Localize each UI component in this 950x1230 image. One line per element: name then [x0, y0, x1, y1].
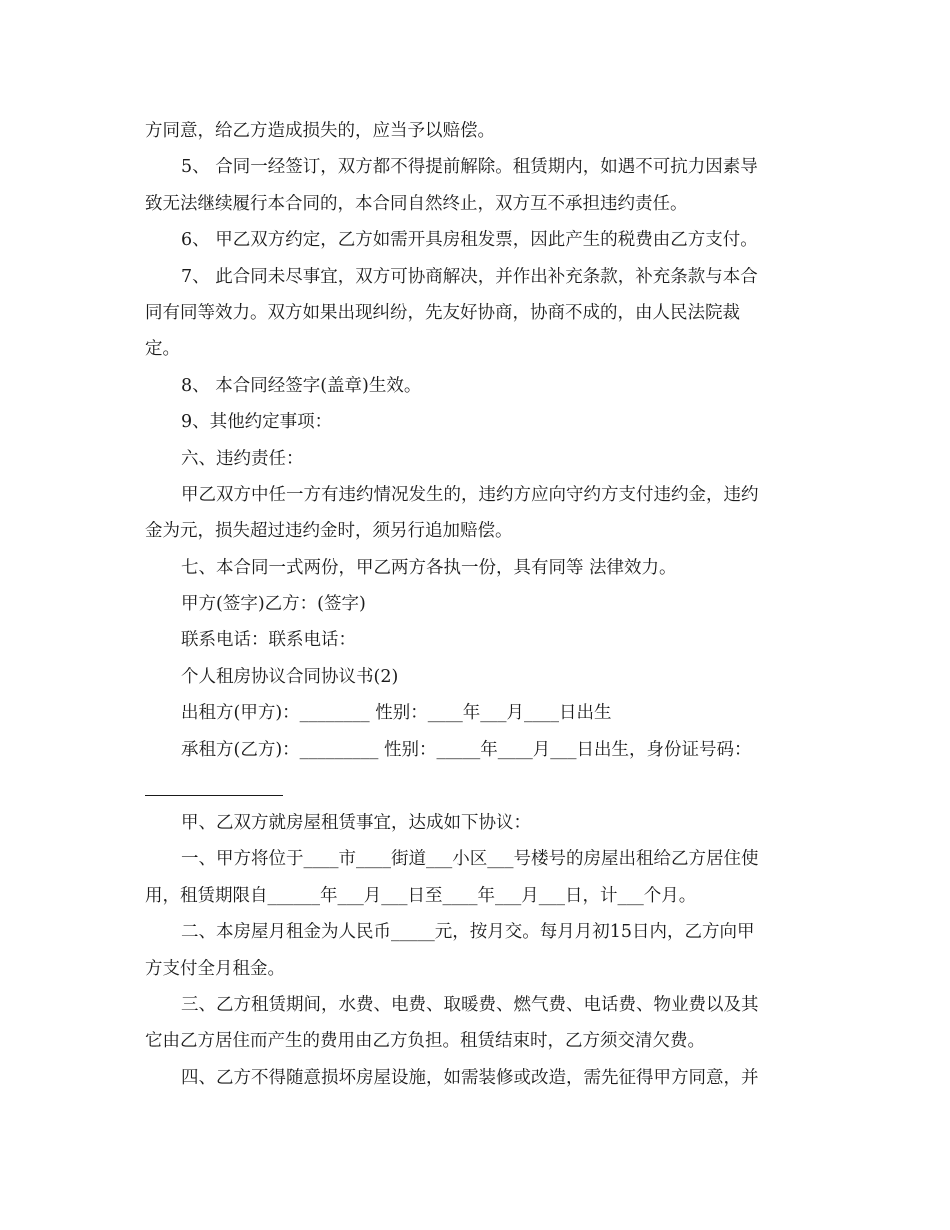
article-3: 三、乙方租赁期间，水费、电费、取暖费、燃气费、电话费、物业费以及其: [181, 994, 759, 1015]
lessor-line: 出租方(甲方)：________ 性别：____年___月____日出生: [181, 703, 612, 724]
section-heading: 六、违约责任：: [181, 448, 304, 469]
clause-8: 8、 本合同经签字(盖章)生效。: [181, 375, 422, 396]
text-line: 它由乙方居住而产生的费用由乙方负担。租赁结束时，乙方须交清欠费。: [145, 1031, 705, 1052]
text-line: 金为元，损失超过违约金时，须另行追加赔偿。: [145, 521, 513, 542]
clause-7: 7、 此合同未尽事宜，双方可协商解决，并作出补充条款，补充条款与本合: [181, 266, 758, 287]
text-line: 定。: [145, 339, 180, 360]
article-1: 一、甲方将位于____市____街道___小区___号楼号的房屋出租给乙方居住使: [181, 849, 759, 870]
agreement-intro: 甲、乙双方就房屋租赁事宜，达成如下协议：: [181, 813, 531, 834]
clause-5: 5、 合同一经签订，双方都不得提前解除。租赁期内，如遇不可抗力因素导: [181, 157, 758, 178]
text-line: 方同意，给乙方造成损失的，应当予以赔偿。: [145, 121, 495, 141]
contact-line: 联系电话：联系电话：: [181, 630, 356, 651]
lessee-line: 承租方(乙方)：_________ 性别：_____年____月___日出生，身份证号码：: [181, 739, 752, 760]
text-line: 甲乙双方中任一方有违约情况发生的，违约方应向守约方支付违约金，违约: [181, 484, 759, 505]
document-title: 个人租房协议合同协议书(2): [181, 666, 399, 687]
article-4: 四、乙方不得随意损坏房屋设施，如需装修或改造，需先征得甲方同意，并: [181, 1067, 759, 1088]
text-line: 致无法继续履行本合同的，本合同自然终止，双方互不承担违约责任。: [145, 193, 688, 214]
document-body: [145, 113, 805, 1096]
section-heading: 七、本合同一式两份，甲乙两方各执一份，具有同等 法律效力。: [181, 557, 677, 578]
text-line: 同有同等效力。双方如果出现纠纷，先友好协商，协商不成的，由人民法院裁: [145, 302, 740, 323]
text-line: 方支付全月租金。: [145, 958, 285, 979]
article-2: 二、本房屋月租金为人民币_____元，按月交。每月月初15日内，乙方向甲: [181, 922, 755, 943]
clause-6: 6、 甲乙双方约定，乙方如需开具房租发票，因此产生的税费由乙方支付。: [181, 230, 758, 251]
signature-line: 甲方(签字)乙方：(签字): [181, 594, 366, 615]
id-number-blank: [145, 795, 283, 796]
text-line: 用，租赁期限自______年___月___日至____年___月___日，计___个月。: [145, 885, 697, 906]
clause-9: 9、其他约定事项：: [181, 412, 333, 433]
